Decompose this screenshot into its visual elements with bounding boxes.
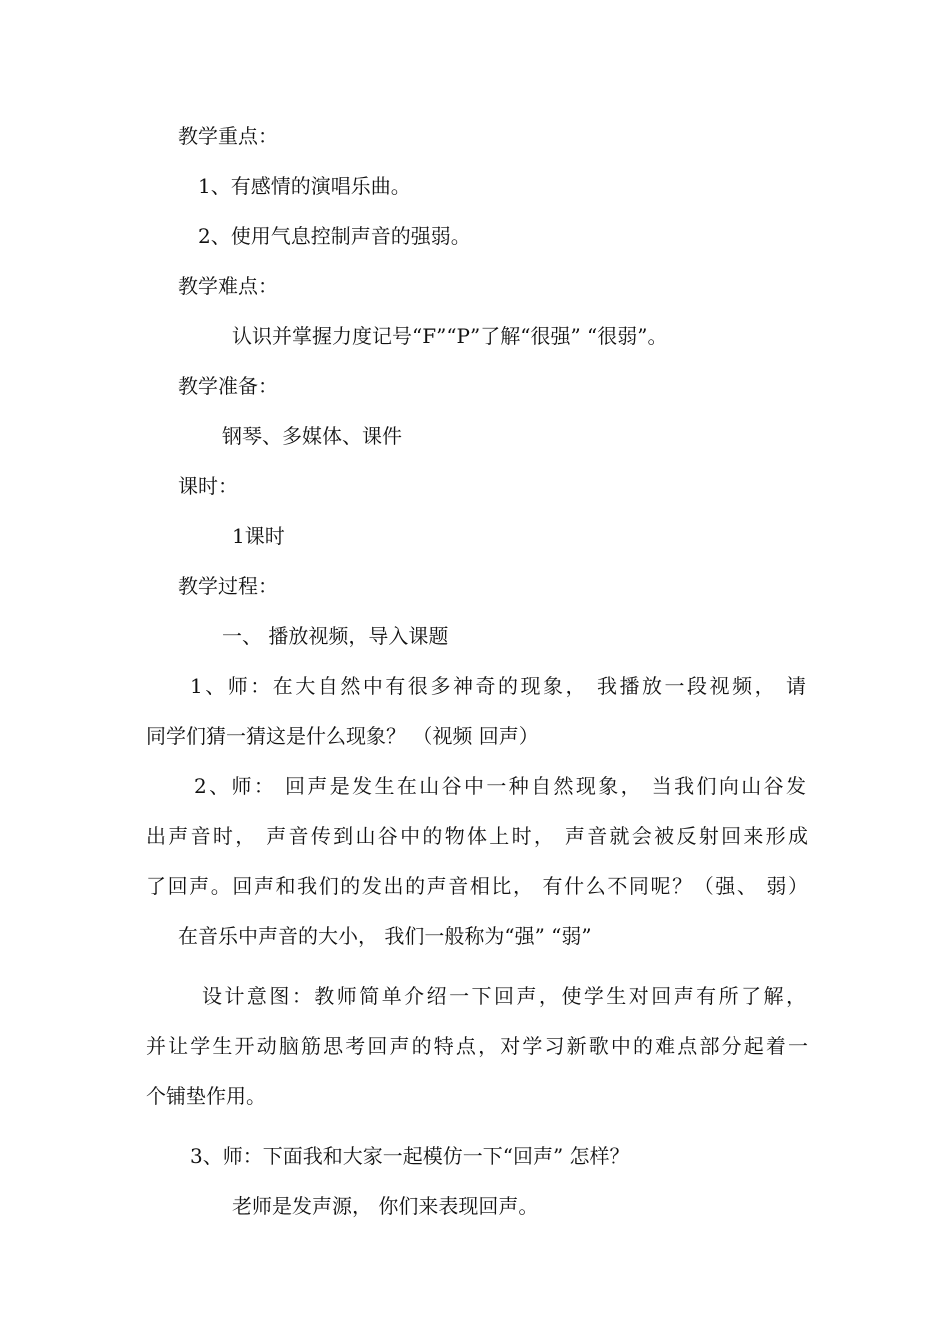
heading-teaching-difficulty: 教学难点： bbox=[178, 274, 278, 298]
class-hours-text: 1课时 bbox=[232, 524, 285, 548]
paragraph-line: 2、师： 回声是发生在山谷中一种自然现象， 当我们向山谷发 bbox=[194, 774, 806, 798]
heading-class-hours: 课时： bbox=[178, 474, 238, 498]
heading-teaching-focus: 教学重点： bbox=[178, 124, 278, 148]
paragraph-line: 3、师：下面我和大家一起模仿一下“回声” 怎样？ bbox=[190, 1144, 630, 1168]
difficulty-text: 认识并掌握力度记号“F”“P”了解“很强” “很弱”。 bbox=[232, 324, 668, 348]
paragraph-line: 老师是发声源， 你们来表现回声。 bbox=[232, 1194, 539, 1218]
design-intent-line: 并让学生开动脑筋思考回声的特点，对学习新歌中的难点部分起着一 bbox=[146, 1034, 808, 1058]
paragraph-line: 同学们猜一猜这是什么现象？ （视频 回声） bbox=[146, 724, 539, 748]
paragraph-line: 在音乐中声音的大小， 我们一般称为“强” “弱” bbox=[178, 924, 592, 948]
heading-teaching-process: 教学过程： bbox=[178, 574, 278, 598]
section-heading-1: 一、 播放视频，导入课题 bbox=[222, 624, 449, 648]
focus-item-2: 2、使用气息控制声音的强弱。 bbox=[198, 224, 471, 248]
paragraph-line: 了回声。回声和我们的发出的声音相比， 有什么不同呢？（强、 弱） bbox=[146, 874, 808, 898]
preparation-text: 钢琴、多媒体、课件 bbox=[222, 424, 402, 448]
focus-item-1: 1、有感情的演唱乐曲。 bbox=[198, 174, 411, 198]
design-intent-line: 个铺垫作用。 bbox=[146, 1084, 266, 1108]
heading-teaching-preparation: 教学准备： bbox=[178, 374, 278, 398]
design-intent-line: 设计意图：教师简单介绍一下回声，使学生对回声有所了解， bbox=[202, 984, 806, 1008]
paragraph-line: 1、师：在大自然中有很多神奇的现象， 我播放一段视频， 请 bbox=[190, 674, 806, 698]
paragraph-line: 出声音时， 声音传到山谷中的物体上时， 声音就会被反射回来形成 bbox=[146, 824, 808, 848]
